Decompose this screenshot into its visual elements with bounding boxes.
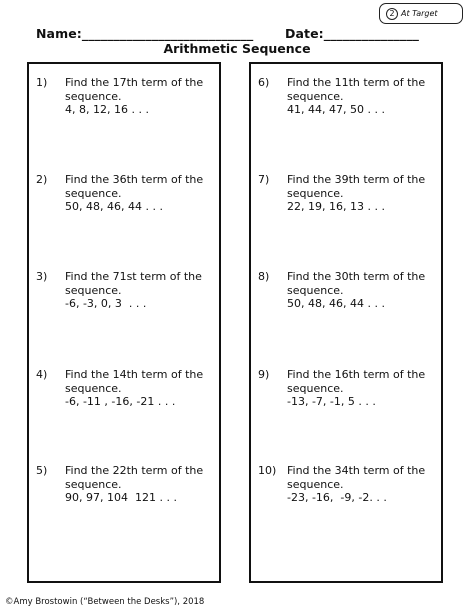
problem-sequence: -6, -3, 0, 3 . . .	[65, 297, 147, 310]
left-problem-column	[27, 62, 221, 583]
badge-label: At Target	[401, 9, 438, 18]
problem-sequence: 22, 19, 16, 13 . . .	[287, 200, 385, 213]
problem-number: 8)	[258, 270, 270, 283]
problem-text: Find the 30th term of the	[287, 270, 426, 283]
name-field	[36, 26, 253, 41]
badge-number: 2	[386, 8, 398, 20]
problem-text: sequence.	[287, 283, 344, 297]
problem-text: Find the 34th term of the	[287, 464, 426, 477]
problem-text: Find the 39th term of the	[287, 173, 426, 186]
problem-text: Find the 14th term of the	[65, 368, 204, 381]
problem-number: 3)	[36, 270, 48, 283]
problem-sequence: 41, 44, 47, 50 . . .	[287, 103, 385, 116]
problem-text: Find the 11th term of the	[287, 76, 426, 89]
problem-text: sequence.	[65, 186, 122, 200]
problem-sequence: 4, 8, 12, 16 . . .	[65, 103, 149, 116]
problem-number: 4)	[36, 368, 48, 381]
date-field	[285, 26, 419, 41]
name-blank: ___________________________	[81, 26, 254, 41]
problem-text: sequence.	[287, 89, 344, 103]
problem-sequence: 50, 48, 46, 44 . . .	[65, 200, 163, 213]
problem-text: sequence.	[287, 381, 344, 395]
name-label: Name:	[36, 26, 82, 41]
problem-text: sequence.	[287, 477, 344, 491]
right-problem-column	[249, 62, 443, 583]
problem-number: 2)	[36, 173, 48, 186]
problem-number: 5)	[36, 464, 48, 477]
worksheet-title: Arithmetic Sequence	[163, 41, 311, 56]
problem-sequence: -23, -16, -9, -2. . .	[287, 491, 387, 504]
problem-number: 7)	[258, 173, 270, 186]
problem-text: Find the 71st term of the	[65, 270, 202, 283]
date-blank: _______________	[323, 26, 420, 41]
level-badge	[379, 3, 463, 24]
problem-number: 6)	[258, 76, 270, 89]
problem-number: 1)	[36, 76, 48, 89]
problem-text: Find the 16th term of the	[287, 368, 426, 381]
problem-text: sequence.	[65, 283, 122, 297]
problem-text: Find the 36th term of the	[65, 173, 204, 186]
problem-text: Find the 17th term of the	[65, 76, 204, 89]
problem-text: sequence.	[65, 477, 122, 491]
problem-sequence: 50, 48, 46, 44 . . .	[287, 297, 385, 310]
copyright-footer: ©Amy Brostowin (“Between the Desks”), 2018	[5, 597, 205, 607]
problem-number: 9)	[258, 368, 270, 381]
problem-text: sequence.	[65, 89, 122, 103]
problem-text: sequence.	[287, 186, 344, 200]
problem-sequence: -13, -7, -1, 5 . . .	[287, 395, 376, 408]
date-label: Date:	[285, 26, 324, 41]
problem-text: sequence.	[65, 381, 122, 395]
problem-sequence: 90, 97, 104 121 . . .	[65, 491, 177, 504]
problem-sequence: -6, -11 , -16, -21 . . .	[65, 395, 176, 408]
problem-text: Find the 22th term of the	[65, 464, 204, 477]
problem-number: 10)	[258, 464, 277, 477]
